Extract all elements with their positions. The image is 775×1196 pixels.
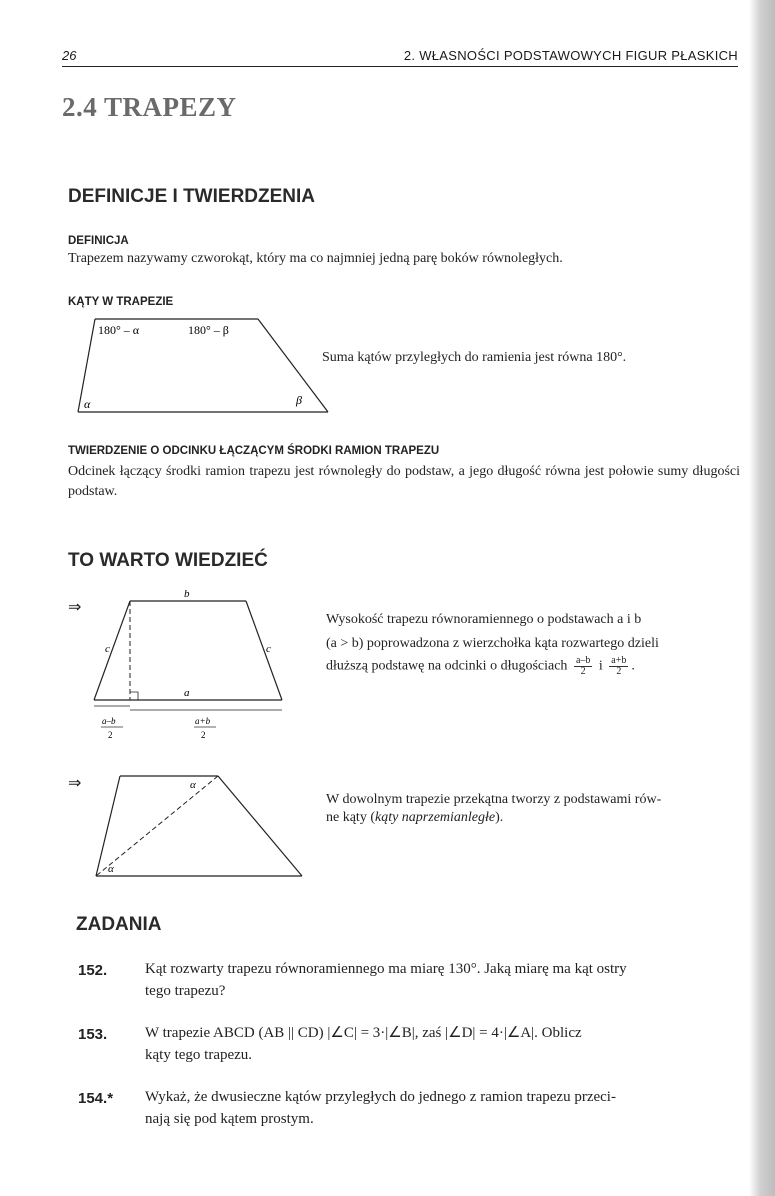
leg-c-left-label: c [105, 643, 110, 655]
task-number: 152. [78, 962, 108, 979]
leg-c-right-label: c [266, 643, 271, 655]
task-153-line2: kąty tego trapezu. [145, 1047, 253, 1063]
isosceles-trapezoid-diagram [88, 586, 288, 746]
arrow-icon-2: ⇒ [68, 775, 82, 792]
diagonal-text-italic: kąty naprzemianległe [374, 810, 496, 825]
fraction-1-numerator: a–b [575, 655, 591, 666]
theorem-text: Odcinek łączący środki ramion trapezu jest równoległy do podstaw, a jego długość równa jest połowie sumy długości podstaw. [68, 464, 740, 499]
task-text [145, 1022, 745, 1066]
base-a-label: a [184, 687, 190, 699]
task-154-line1: Wykaż, że dwusieczne kątów przyległych do jednego z ramion trapezu przeci- [145, 1089, 616, 1105]
tasks-heading: ZADANIA [76, 914, 162, 935]
angles-label: KĄTY W TRAPEZIE [68, 296, 174, 308]
fraction-a-minus-b [574, 656, 592, 677]
page-number: 26 [62, 48, 77, 63]
task-number: 154.* [78, 1090, 114, 1107]
left-segment-den: 2 [108, 730, 113, 740]
diagonal-text-line2 [326, 808, 503, 828]
angle-top-left-label: 180° – α [98, 323, 140, 337]
definitions-heading: DEFINICJE I TWIERDZENIA [68, 186, 316, 207]
base-b-label: b [184, 588, 190, 600]
diagonal-text-line2-post: ). [495, 810, 504, 825]
task-152-line2: tego trapezu? [145, 983, 226, 999]
task-153-line1: W trapezie ABCD (AB || CD) |∠C| = 3·|∠B|, zaś |∠D| = 4·|∠A|. Oblicz [145, 1025, 582, 1041]
height-text-line3-pre: dłuższą podstawę na odcinki o długościach [326, 658, 568, 674]
diagonal-text-line1: W dowolnym trapezie przekątna tworzy z podstawami rów- [326, 792, 662, 807]
task-152-line1: Kąt rozwarty trapezu równoramiennego ma miarę 130°. Jaką miarę ma kąt ostry [145, 961, 627, 977]
left-segment-num: a–b [102, 716, 116, 726]
task-text [145, 1086, 745, 1130]
height-text-line1: Wysokość trapezu równoramiennego o podstawach a i b [326, 612, 642, 627]
definition-text: Trapezem nazywamy czworokąt, który ma co najmniej jedną parę boków równoległych. [68, 251, 563, 266]
task-number: 153. [78, 1026, 108, 1043]
task-text [145, 958, 745, 1002]
worth-knowing-heading: TO WARTO WIEDZIEĆ [68, 550, 268, 571]
page-header [62, 46, 738, 67]
right-segment-num: a+b [195, 716, 211, 726]
conjunction-i: i [598, 658, 603, 674]
diagonal-text-line2-pre: ne kąty ( [326, 810, 375, 825]
alpha-bottom-label: α [108, 863, 114, 875]
theorem-label: TWIERDZENIE O ODCINKU ŁĄCZĄCYM ŚRODKI RAMION TRAPEZU [68, 445, 440, 457]
diagonal-trapezoid-diagram [90, 768, 310, 883]
angles-sum-text: Suma kątów przyległych do ramienia jest równa 180°. [322, 350, 627, 365]
running-head: 2. WŁASNOŚCI PODSTAWOWYCH FIGUR PŁASKICH [403, 48, 738, 63]
height-text-line3: dłuższą podstawę na odcinki o długościach $\frac{a-b}{2}$ i $\frac{a+b}{2}$ . [326, 655, 635, 677]
page-edge-shadow [749, 0, 775, 1196]
angle-bottom-left-label: α [84, 397, 91, 411]
arrow-icon: ⇒ [68, 599, 82, 616]
definition-label: DEFINICJA [68, 235, 129, 247]
alpha-top-label: α [190, 779, 196, 791]
angle-bottom-right-label: β [296, 393, 302, 407]
angle-top-right-label: 180° – β [188, 323, 229, 337]
trapezoid-angles-diagram [70, 312, 340, 422]
fraction-1-denominator: 2 [580, 666, 586, 677]
section-title: 2.4 TRAPEZY [62, 92, 237, 122]
fraction-2-denominator: 2 [616, 666, 622, 677]
fraction-2-numerator: a+b [611, 655, 627, 666]
task-154-line2: nają się pod kątem prostym. [145, 1111, 314, 1127]
height-text-line2: (a > b) poprowadzona z wierzchołka kąta rozwartego dzieli [326, 636, 659, 651]
fraction-a-plus-b [609, 656, 628, 677]
right-segment-den: 2 [201, 730, 206, 740]
